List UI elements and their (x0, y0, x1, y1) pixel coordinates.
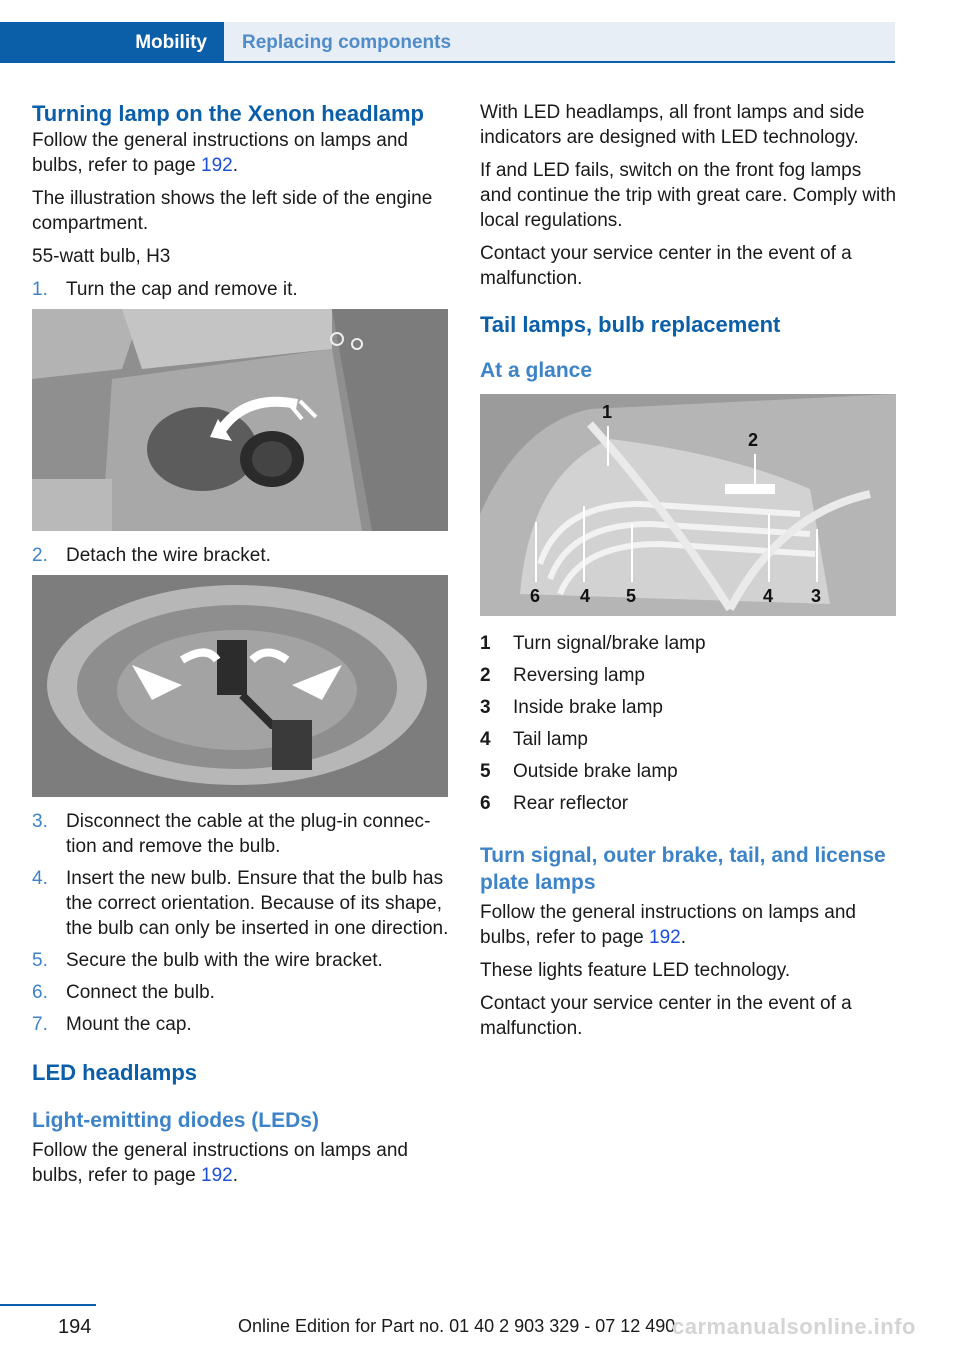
figure-cap-removal (32, 309, 448, 531)
legend-item (480, 788, 898, 820)
legend-item (480, 724, 898, 756)
page-link-192[interactable]: 192 (201, 155, 233, 176)
led-subheading: Light-emitting diodes (LEDs) (32, 1109, 319, 1132)
page-number: 194 (58, 1316, 92, 1338)
step-item (32, 866, 452, 941)
xenon-steps-a (32, 277, 452, 302)
led-instructions-text: Follow the general instructions on lamps and bulbs, refer to page (32, 1140, 408, 1186)
xenon-turning-lamp-heading: Turning lamp on the Xenon headlamp (32, 101, 424, 126)
step-item (32, 277, 452, 302)
tail-lamp-illustration (480, 394, 896, 616)
page-header (0, 0, 960, 64)
callout-4: 4 (763, 586, 774, 606)
contact-service-note: Contact your service center in the event of a malfunction. (480, 243, 852, 289)
legend-number: 6 (480, 793, 491, 814)
step-number: 5. (32, 950, 48, 971)
step-item (32, 809, 452, 859)
tail-lamps-heading: Tail lamps, bulb replacement (480, 312, 781, 337)
chapter-tab-replacing-components[interactable] (242, 22, 451, 63)
legend-number: 2 (480, 665, 491, 686)
step-number: 7. (32, 1014, 48, 1035)
figure-tail-lamp (480, 394, 896, 616)
section-tab-mobility[interactable] (0, 22, 224, 63)
turn-instructions-end: . (680, 927, 686, 948)
legend-label: Reversing lamp (513, 665, 645, 686)
legend-label: Outside brake lamp (513, 761, 678, 782)
led-fail-note: If and LED fails, switch on the front fog lamps and continue the trip with great care. Comply with local regulations. (480, 160, 897, 231)
step-item (32, 1012, 452, 1037)
legend-number: 1 (480, 633, 491, 654)
step-item (32, 980, 452, 1005)
step-item (32, 543, 452, 568)
engine-compartment-illustration (32, 309, 448, 531)
page-link-192[interactable]: 192 (201, 1165, 233, 1186)
legend-item (480, 692, 898, 724)
led-instructions-end: . (232, 1165, 238, 1186)
legend-number: 5 (480, 761, 491, 782)
wire-bracket-illustration (32, 575, 448, 797)
legend-item (480, 628, 898, 660)
turn-signal-lamps-heading: Turn signal, outer brake, tail, and license plate lamps (480, 844, 886, 894)
legend-item (480, 756, 898, 788)
turn-contact-note: Contact your service center in the event of a malfunction. (480, 993, 852, 1039)
footer-rule (0, 1304, 96, 1306)
step-text: Secure the bulb with the wire bracket. (66, 950, 383, 971)
step-number: 1. (32, 279, 48, 300)
section-tab-label: Mobility (135, 31, 207, 53)
callout-2: 2 (748, 430, 759, 450)
xenon-steps-b (32, 543, 452, 568)
legend-label: Turn signal/brake lamp (513, 633, 706, 654)
xenon-illustration-note: The illustration shows the left side of the engine compartment. (32, 188, 433, 234)
callout-3: 3 (811, 586, 822, 606)
page-link-192[interactable]: 192 (649, 927, 681, 948)
turn-instructions-text: Follow the general instructions on lamps and bulbs, refer to page (480, 902, 856, 948)
legend-item (480, 660, 898, 692)
legend-number: 4 (480, 729, 491, 750)
legend-label: Inside brake lamp (513, 697, 663, 718)
callout-5: 5 (626, 586, 637, 606)
xenon-intro-text: Follow the general instructions on lamps and bulbs, refer to page (32, 130, 408, 176)
figure-wire-bracket (32, 575, 448, 797)
watermark: carmanualsonline.info (672, 1314, 916, 1339)
step-item (32, 948, 452, 973)
step-number: 4. (32, 868, 48, 889)
tail-lamp-legend (480, 628, 898, 820)
chapter-tab-label: Replacing components (242, 31, 452, 53)
led-general-instructions (32, 1138, 452, 1188)
xenon-steps-c (32, 809, 452, 1037)
edition-note: Online Edition for Part no. 01 40 2 903 329 - 07 12 490 (238, 1316, 676, 1336)
at-a-glance-heading: At a glance (480, 359, 593, 382)
step-number: 3. (32, 811, 48, 832)
step-text: Mount the cap. (66, 1014, 192, 1035)
step-number: 2. (32, 545, 48, 566)
legend-label: Rear reflector (513, 793, 629, 814)
step-text: Turn the cap and remove it. (66, 279, 298, 300)
step-text: Insert the new bulb. Ensure that the bulb has the correct orientation. Because of its shape, the bulb can only be inserted in one direction. (66, 868, 449, 939)
legend-number: 3 (480, 697, 491, 718)
xenon-intro-end: . (232, 155, 238, 176)
legend-label: Tail lamp (513, 729, 588, 750)
led-intro: With LED headlamps, all front lamps and side indicators are designed with LED technology. (480, 102, 865, 148)
turn-general-instructions (480, 900, 898, 950)
right-column (480, 100, 898, 1049)
led-technology-note: These lights feature LED technology. (480, 960, 791, 981)
callout-4: 4 (580, 586, 591, 606)
xenon-intro (32, 128, 452, 178)
led-headlamps-heading: LED headlamps (32, 1060, 198, 1085)
xenon-bulb-spec: 55-watt bulb, H3 (32, 246, 171, 267)
step-text: Detach the wire bracket. (66, 545, 271, 566)
step-number: 6. (32, 982, 48, 1003)
step-text: Disconnect the cable at the plug-in connection and remove the bulb. (66, 811, 431, 857)
left-column (32, 100, 452, 1196)
callout-1: 1 (602, 402, 613, 422)
step-text: Connect the bulb. (66, 982, 215, 1003)
callout-6: 6 (530, 586, 541, 606)
